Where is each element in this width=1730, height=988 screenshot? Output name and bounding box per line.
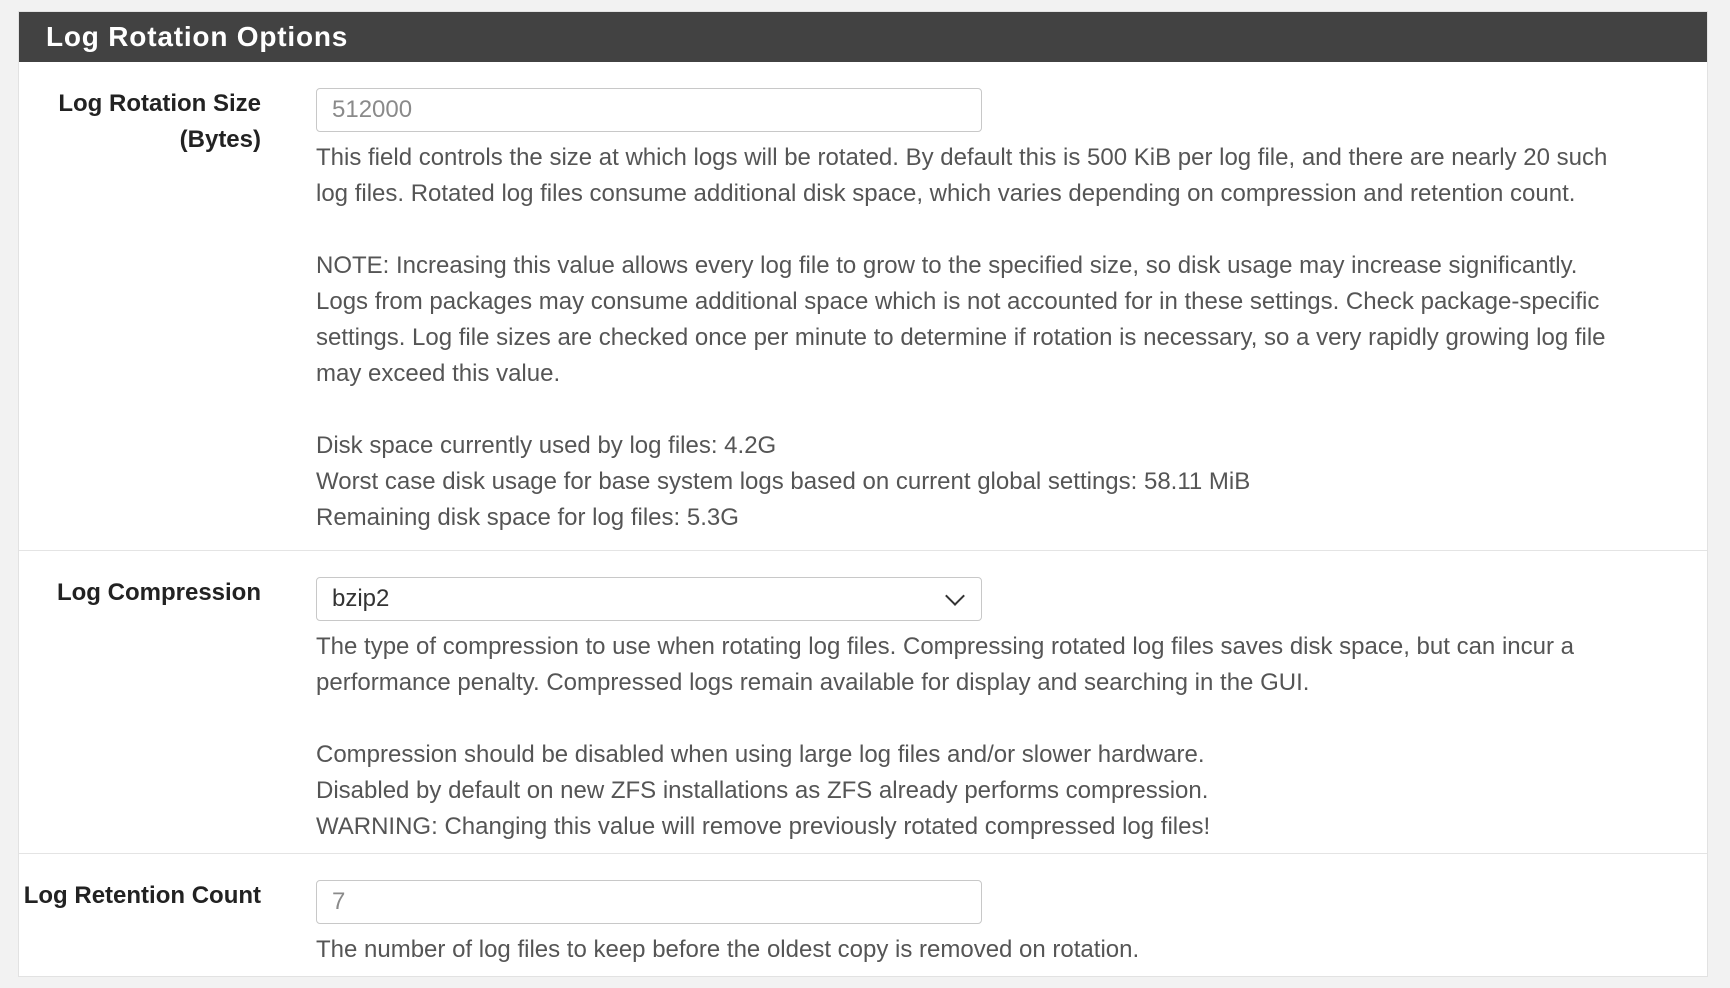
help-text: This field controls the size at which logs will be rotated. By default this is 500 KiB per log file, and there are nearly 20 such log files. Rotated log files consume additional disk space, which varies depending on compression and retention count.	[316, 144, 1608, 207]
log-compression-label: Log Compression	[56, 579, 261, 606]
help-note: NOTE: Increasing this value allows every log file to grow to the specified size, so disk usage may increase significantly. Logs from packages may consume additional space which is not accounted for in these settings. Check package-specific settings. Log file sizes are checked once per minute to determine if rotation is necessary, so a very rapidly growing log file may exceed this value.	[316, 252, 1606, 387]
panel-heading	[19, 12, 1707, 62]
panel-title: Log Rotation Options	[46, 21, 349, 52]
disk-used-text: Disk space currently used by log files: 4.2G	[316, 432, 777, 459]
log-rotation-size-help	[316, 140, 1631, 536]
log-retention-count-content	[261, 854, 1631, 976]
log-rotation-panel	[18, 11, 1708, 977]
log-rotation-size-row	[19, 62, 1707, 551]
log-retention-count-help	[316, 932, 1631, 968]
chevron-down-icon	[945, 586, 965, 606]
log-rotation-size-label-line2: (Bytes)	[179, 126, 261, 153]
log-compression-selected-value: bzip2	[332, 585, 390, 612]
help-warning: WARNING: Changing this value will remove previously rotated compressed log files!	[316, 813, 1211, 840]
log-compression-help	[316, 629, 1631, 845]
help-zfs-note: Disabled by default on new ZFS installations as ZFS already performs compression.	[316, 777, 1209, 804]
log-retention-count-label: Log Retention Count	[23, 882, 261, 909]
remaining-space-text: Remaining disk space for log files: 5.3G	[316, 504, 739, 531]
log-rotation-size-label	[19, 62, 261, 550]
log-compression-select[interactable]	[316, 577, 982, 621]
help-text: The type of compression to use when rotating log files. Compressing rotated log files saves disk space, but can incur a performance penalty. Compressed logs remain available for display and searching in the GUI.	[316, 633, 1574, 696]
help-text: The number of log files to keep before the oldest copy is removed on rotation.	[316, 936, 1140, 963]
log-rotation-size-content	[261, 62, 1631, 550]
log-retention-count-input[interactable]	[316, 880, 982, 924]
worst-case-usage-text: Worst case disk usage for base system logs based on current global settings: 58.11 MiB	[316, 468, 1251, 495]
log-compression-content	[261, 551, 1631, 853]
log-rotation-size-input[interactable]	[316, 88, 982, 132]
log-compression-row	[19, 551, 1707, 854]
help-hardware-note: Compression should be disabled when using large log files and/or slower hardware.	[316, 741, 1205, 768]
log-rotation-size-label-line1: Log Rotation Size	[58, 90, 261, 117]
log-retention-count-row	[19, 854, 1707, 976]
